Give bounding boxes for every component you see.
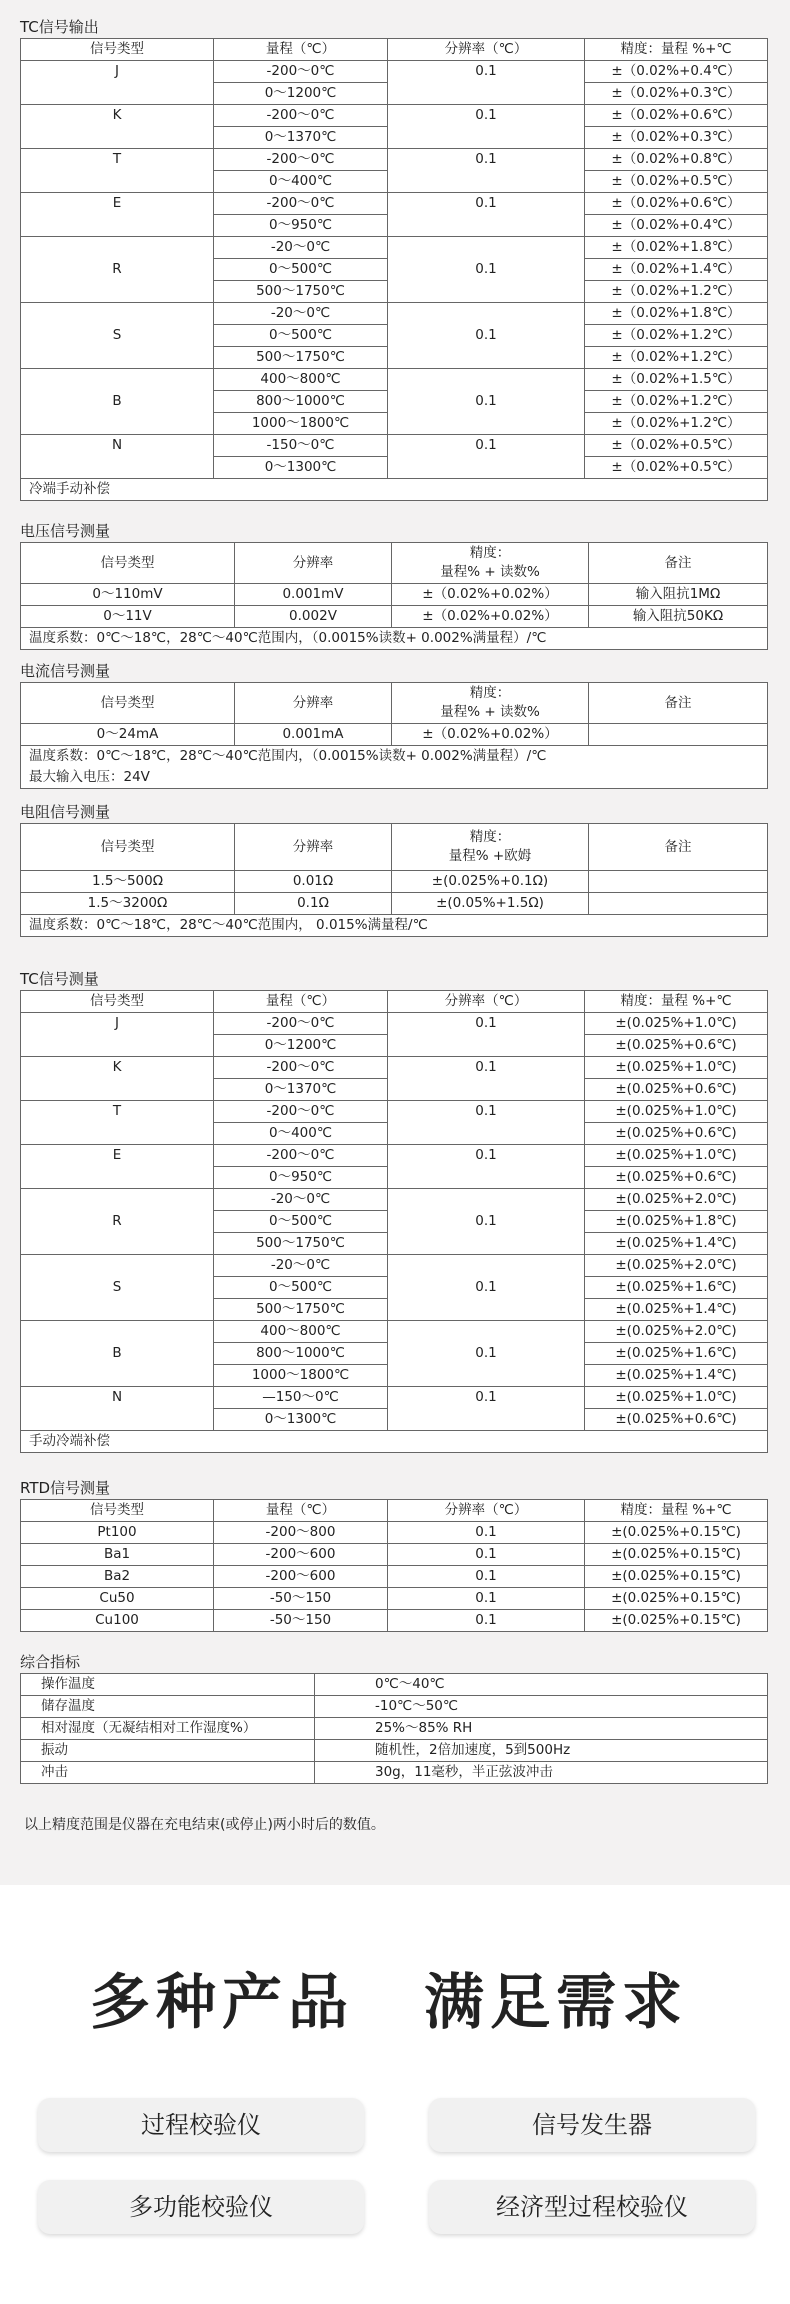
header-cell xyxy=(392,683,589,724)
accuracy-cell: ±(0.025%+1.4℃) xyxy=(585,1299,768,1321)
accuracy-cell: ±（0.02%+1.2℃） xyxy=(585,325,768,347)
table-cell: ±（0.02%+0.02%） xyxy=(392,606,589,628)
table-row xyxy=(21,1522,768,1544)
range-cell: 0～400℃ xyxy=(214,171,388,193)
spec-value: 0℃～40℃ xyxy=(315,1674,768,1696)
range-cell: 800～1000℃ xyxy=(214,1343,388,1365)
accuracy-cell: ±（0.02%+0.5℃） xyxy=(585,457,768,479)
accuracy-cell: ±(0.025%+1.0℃) xyxy=(585,1145,768,1167)
table-cell: ±(0.025%+0.15℃) xyxy=(585,1610,768,1632)
table-row xyxy=(21,1189,768,1211)
resolution-cell: 0.1 xyxy=(388,237,585,303)
header-cell: 信号类型 xyxy=(21,824,235,871)
table-cell: 0.1 xyxy=(388,1588,585,1610)
range-cell: 0～950℃ xyxy=(214,1167,388,1189)
table-row xyxy=(21,1696,768,1718)
accuracy-cell: ±（0.02%+0.5℃） xyxy=(585,171,768,193)
range-cell: 1000～1800℃ xyxy=(214,413,388,435)
header-cell: 信号类型 xyxy=(21,39,214,61)
table-cell: -200～800 xyxy=(214,1522,388,1544)
accuracy-cell: ±(0.025%+0.6℃) xyxy=(585,1035,768,1057)
table-cell: 0.1 xyxy=(388,1522,585,1544)
table-row xyxy=(21,1321,768,1343)
signal-type-cell: R xyxy=(21,237,214,303)
range-cell: -20～0℃ xyxy=(214,1189,388,1211)
tc-measure-body xyxy=(21,991,768,1453)
range-cell: -20～0℃ xyxy=(214,303,388,325)
spec-label: 冲击 xyxy=(21,1762,315,1784)
header-cell: 分辨率（℃） xyxy=(388,1500,585,1522)
accuracy-cell: ±(0.025%+1.0℃) xyxy=(585,1387,768,1409)
range-cell: 0～400℃ xyxy=(214,1123,388,1145)
spec-label: 操作温度 xyxy=(21,1674,315,1696)
note-cell: 温度系数：0℃～18℃，28℃～40℃范围内，（0.0015%读数+ 0.002%满量程）/℃ xyxy=(21,628,768,650)
general-title: 综合指标 xyxy=(20,1653,81,1671)
table-cell: ±（0.02%+0.02%） xyxy=(392,724,589,746)
table-cell: 0～110mV xyxy=(21,584,235,606)
voltage-section xyxy=(20,522,767,650)
accuracy-footnote: 以上精度范围是仪器在充电结束(或停止)两小时后的数值。 xyxy=(24,1817,385,1833)
range-cell: 0～1370℃ xyxy=(214,1079,388,1101)
table-cell: 0～24mA xyxy=(21,724,235,746)
table-cell: 0～11V xyxy=(21,606,235,628)
table-cell: -50～150 xyxy=(214,1610,388,1632)
header-cell: 分辨率 xyxy=(235,824,392,871)
table-row xyxy=(21,1013,768,1035)
table-cell: 输入阻抗50KΩ xyxy=(589,606,768,628)
general-section xyxy=(20,1653,767,1784)
resolution-cell: 0.1 xyxy=(388,1101,585,1145)
table-cell: 0.001mA xyxy=(235,724,392,746)
table-cell: Cu50 xyxy=(21,1588,214,1610)
table-cell: Ba2 xyxy=(21,1566,214,1588)
header-cell: 信号类型 xyxy=(21,1500,214,1522)
table-row xyxy=(21,1544,768,1566)
range-cell: 0～1300℃ xyxy=(214,1409,388,1431)
resolution-cell: 0.1 xyxy=(388,435,585,479)
accuracy-cell: ±（0.02%+0.6℃） xyxy=(585,193,768,215)
table-cell: 0.1 xyxy=(388,1544,585,1566)
resistance-table xyxy=(20,823,768,937)
header-cell: 备注 xyxy=(589,683,768,724)
resolution-cell: 0.1 xyxy=(388,303,585,369)
spec-label: 相对湿度（无凝结相对工作湿度%） xyxy=(21,1718,315,1740)
accuracy-cell: ±（0.02%+1.2℃） xyxy=(585,391,768,413)
accuracy-cell: ±（0.02%+1.2℃） xyxy=(585,347,768,369)
table-cell: 1.5～500Ω xyxy=(21,871,235,893)
accuracy-cell: ±（0.02%+0.4℃） xyxy=(585,61,768,83)
accuracy-cell: ±（0.02%+0.6℃） xyxy=(585,105,768,127)
accuracy-cell: ±(0.025%+1.8℃) xyxy=(585,1211,768,1233)
header-cell: 量程（℃） xyxy=(214,991,388,1013)
table-row xyxy=(21,606,768,628)
resolution-cell: 0.1 xyxy=(388,1013,585,1057)
accuracy-cell: ±(0.025%+2.0℃) xyxy=(585,1255,768,1277)
range-cell: 500～1750℃ xyxy=(214,1233,388,1255)
accuracy-cell: ±(0.025%+0.6℃) xyxy=(585,1409,768,1431)
table-cell: -50～150 xyxy=(214,1588,388,1610)
spec-value: 25%～85% RH xyxy=(315,1718,768,1740)
table-cell: -200～600 xyxy=(214,1544,388,1566)
header-line: 精度： xyxy=(469,545,511,561)
accuracy-cell: ±（0.02%+1.2℃） xyxy=(585,281,768,303)
range-cell: 0～500℃ xyxy=(214,1277,388,1299)
range-cell: 0～500℃ xyxy=(214,259,388,281)
range-cell: 0～500℃ xyxy=(214,325,388,347)
accuracy-cell: ±（0.02%+0.4℃） xyxy=(585,215,768,237)
table-row xyxy=(21,1101,768,1123)
table-row xyxy=(21,1718,768,1740)
range-cell: 400～800℃ xyxy=(214,1321,388,1343)
header-line: 精度： xyxy=(469,685,511,701)
rtd-title: RTD信号测量 xyxy=(20,1479,111,1497)
signal-type-cell: K xyxy=(21,1057,214,1101)
table-cell: Pt100 xyxy=(21,1522,214,1544)
note-row xyxy=(21,746,768,768)
table-row xyxy=(21,369,768,391)
table-header-row xyxy=(21,543,768,584)
table-cell: Ba1 xyxy=(21,1544,214,1566)
accuracy-cell: ±(0.025%+1.6℃) xyxy=(585,1277,768,1299)
table-row xyxy=(21,61,768,83)
table-row xyxy=(21,193,768,215)
range-cell: —150～0℃ xyxy=(214,1387,388,1409)
range-cell: 800～1000℃ xyxy=(214,391,388,413)
range-cell: 400～800℃ xyxy=(214,369,388,391)
signal-type-cell: N xyxy=(21,1387,214,1431)
product-button-economy-process-calibrator[interactable]: 经济型过程校验仪 xyxy=(429,2180,755,2234)
header-cell xyxy=(392,543,589,584)
table-row xyxy=(21,237,768,259)
range-cell: 0～500℃ xyxy=(214,1211,388,1233)
resolution-cell: 0.1 xyxy=(388,193,585,237)
table-header-row xyxy=(21,683,768,724)
spec-label: 储存温度 xyxy=(21,1696,315,1718)
header-cell: 精度：量程 %+℃ xyxy=(585,39,768,61)
current-title: 电流信号测量 xyxy=(20,662,111,680)
accuracy-cell: ±（0.02%+1.8℃） xyxy=(585,237,768,259)
header-cell: 备注 xyxy=(589,543,768,584)
header-cell: 分辨率 xyxy=(235,683,392,724)
header-cell: 精度：量程 %+℃ xyxy=(585,991,768,1013)
resolution-cell: 0.1 xyxy=(388,1255,585,1321)
table-row xyxy=(21,1057,768,1079)
signal-type-cell: N xyxy=(21,435,214,479)
header-cell: 分辨率 xyxy=(235,543,392,584)
table-row xyxy=(21,871,768,893)
table-row xyxy=(21,1588,768,1610)
table-cell: ±(0.025%+0.1Ω) xyxy=(392,871,589,893)
signal-type-cell: T xyxy=(21,149,214,193)
table-row xyxy=(21,1255,768,1277)
range-cell: -200～0℃ xyxy=(214,149,388,171)
table-row xyxy=(21,584,768,606)
table-header-row xyxy=(21,39,768,61)
table-row xyxy=(21,435,768,457)
accuracy-cell: ±(0.025%+1.0℃) xyxy=(585,1057,768,1079)
resolution-cell: 0.1 xyxy=(388,1145,585,1189)
accuracy-cell: ±(0.025%+0.6℃) xyxy=(585,1079,768,1101)
footer-row xyxy=(21,1431,768,1453)
slogan-right: 满足需求 xyxy=(424,1968,688,2038)
footer-row xyxy=(21,479,768,501)
table-row xyxy=(21,1610,768,1632)
table-cell: -200～600 xyxy=(214,1566,388,1588)
general-table xyxy=(20,1673,768,1784)
resistance-section xyxy=(20,803,767,937)
header-cell: 信号类型 xyxy=(21,543,235,584)
tc-output-body xyxy=(21,39,768,501)
table-cell: ±(0.025%+0.15℃) xyxy=(585,1588,768,1610)
range-cell: 0～1370℃ xyxy=(214,127,388,149)
tc-output-section xyxy=(20,18,767,501)
range-cell: -200～0℃ xyxy=(214,61,388,83)
accuracy-cell: ±（0.02%+0.5℃） xyxy=(585,435,768,457)
accuracy-cell: ±（0.02%+0.3℃） xyxy=(585,83,768,105)
tc-output-title: TC信号输出 xyxy=(20,18,99,36)
note-cell: 最大输入电压：24V xyxy=(21,767,768,789)
range-cell: -150～0℃ xyxy=(214,435,388,457)
resolution-cell: 0.1 xyxy=(388,1387,585,1431)
tc-measure-title: TC信号测量 xyxy=(20,970,99,988)
rtd-table xyxy=(20,1499,768,1632)
header-cell: 量程（℃） xyxy=(214,1500,388,1522)
signal-type-cell: B xyxy=(21,369,214,435)
range-cell: 500～1750℃ xyxy=(214,1299,388,1321)
promo-section xyxy=(0,1885,790,2304)
range-cell: 0～950℃ xyxy=(214,215,388,237)
table-cell: 0.1 xyxy=(388,1566,585,1588)
table-cell: ±(0.025%+0.15℃) xyxy=(585,1566,768,1588)
note-row xyxy=(21,628,768,650)
range-cell: -200～0℃ xyxy=(214,1057,388,1079)
signal-type-cell: R xyxy=(21,1189,214,1255)
header-line: 量程% + 读数% xyxy=(440,564,540,580)
table-cell: 输入阻抗1MΩ xyxy=(589,584,768,606)
table-cell xyxy=(589,871,768,893)
header-line: 量程% + 读数% xyxy=(440,704,540,720)
tc-measure-table xyxy=(20,990,768,1453)
table-row xyxy=(21,893,768,915)
accuracy-cell: ±(0.025%+0.6℃) xyxy=(585,1123,768,1145)
range-cell: -200～0℃ xyxy=(214,193,388,215)
table-cell: 0.01Ω xyxy=(235,871,392,893)
table-cell: ±（0.02%+0.02%） xyxy=(392,584,589,606)
spec-value: -10℃～50℃ xyxy=(315,1696,768,1718)
header-line: 量程% +欧姆 xyxy=(448,848,532,864)
header-cell: 信号类型 xyxy=(21,683,235,724)
accuracy-cell: ±（0.02%+1.5℃） xyxy=(585,369,768,391)
table-cell: 0.1 xyxy=(388,1610,585,1632)
signal-type-cell: B xyxy=(21,1321,214,1387)
table-row xyxy=(21,1762,768,1784)
product-button-multifunction-calibrator[interactable]: 多功能校验仪 xyxy=(38,2180,364,2234)
header-cell: 精度：量程 %+℃ xyxy=(585,1500,768,1522)
table-header-row xyxy=(21,991,768,1013)
promo-slogan xyxy=(90,1955,688,2041)
table-cell: Cu100 xyxy=(21,1610,214,1632)
range-cell: 0～1300℃ xyxy=(214,457,388,479)
accuracy-cell: ±（0.02%+1.2℃） xyxy=(585,413,768,435)
table-cell: 1.5～3200Ω xyxy=(21,893,235,915)
note-row xyxy=(21,915,768,937)
header-cell: 分辨率（℃） xyxy=(388,991,585,1013)
resolution-cell: 0.1 xyxy=(388,149,585,193)
spec-label: 振动 xyxy=(21,1740,315,1762)
range-cell: 500～1750℃ xyxy=(214,281,388,303)
table-header-row xyxy=(21,1500,768,1522)
range-cell: 1000～1800℃ xyxy=(214,1365,388,1387)
header-cell: 量程（℃） xyxy=(214,39,388,61)
signal-type-cell: S xyxy=(21,1255,214,1321)
table-cell: 0.1Ω xyxy=(235,893,392,915)
table-row xyxy=(21,1740,768,1762)
accuracy-cell: ±(0.025%+1.6℃) xyxy=(585,1343,768,1365)
signal-type-cell: K xyxy=(21,105,214,149)
accuracy-cell: ±(0.025%+1.4℃) xyxy=(585,1365,768,1387)
table-row xyxy=(21,1145,768,1167)
note-row xyxy=(21,767,768,789)
range-cell: 0～1200℃ xyxy=(214,83,388,105)
accuracy-cell: ±(0.025%+1.4℃) xyxy=(585,1233,768,1255)
accuracy-cell: ±（0.02%+1.8℃） xyxy=(585,303,768,325)
note-cell: 温度系数：0℃～18℃，28℃～40℃范围内，（0.0015%读数+ 0.002%满量程）/℃ xyxy=(21,746,768,768)
resolution-cell: 0.1 xyxy=(388,369,585,435)
resolution-cell: 0.1 xyxy=(388,105,585,149)
resistance-title: 电阻信号测量 xyxy=(20,803,111,821)
accuracy-cell: ±（0.02%+0.8℃） xyxy=(585,149,768,171)
current-table xyxy=(20,682,768,789)
accuracy-cell: ±(0.025%+2.0℃) xyxy=(585,1321,768,1343)
note-cell: 温度系数：0℃～18℃，28℃～40℃范围内， 0.015%满量程/℃ xyxy=(21,915,768,937)
table-row xyxy=(21,1674,768,1696)
table-cell: ±(0.05%+1.5Ω) xyxy=(392,893,589,915)
range-cell: -200～0℃ xyxy=(214,105,388,127)
product-button-signal-generator[interactable]: 信号发生器 xyxy=(429,2098,755,2152)
header-cell xyxy=(392,824,589,871)
table-header-row xyxy=(21,824,768,871)
resolution-cell: 0.1 xyxy=(388,1057,585,1101)
resolution-cell: 0.1 xyxy=(388,1321,585,1387)
range-cell: -20～0℃ xyxy=(214,1255,388,1277)
product-button-process-calibrator[interactable]: 过程校验仪 xyxy=(38,2098,364,2152)
accuracy-cell: ±（0.02%+1.4℃） xyxy=(585,259,768,281)
signal-type-cell: S xyxy=(21,303,214,369)
spec-value: 30g，11毫秒，半正弦波冲击 xyxy=(315,1762,768,1784)
range-cell: -200～0℃ xyxy=(214,1145,388,1167)
range-cell: 500～1750℃ xyxy=(214,347,388,369)
range-cell: -200～0℃ xyxy=(214,1013,388,1035)
accuracy-cell: ±(0.025%+1.0℃) xyxy=(585,1013,768,1035)
table-cell xyxy=(589,893,768,915)
current-section xyxy=(20,662,767,789)
table-row xyxy=(21,303,768,325)
spec-value: 随机性，2倍加速度，5到500Hz xyxy=(315,1740,768,1762)
table-cell: ±(0.025%+0.15℃) xyxy=(585,1522,768,1544)
table-row xyxy=(21,1387,768,1409)
voltage-title: 电压信号测量 xyxy=(20,522,111,540)
table-cell: 0.001mV xyxy=(235,584,392,606)
resolution-cell: 0.1 xyxy=(388,1189,585,1255)
table-row xyxy=(21,724,768,746)
accuracy-cell: ±(0.025%+0.6℃) xyxy=(585,1167,768,1189)
range-cell: 0～1200℃ xyxy=(214,1035,388,1057)
signal-type-cell: J xyxy=(21,1013,214,1057)
table-cell: 0.002V xyxy=(235,606,392,628)
table-cell: ±(0.025%+0.15℃) xyxy=(585,1544,768,1566)
header-cell: 备注 xyxy=(589,824,768,871)
accuracy-cell: ±(0.025%+1.0℃) xyxy=(585,1101,768,1123)
signal-type-cell: T xyxy=(21,1101,214,1145)
tc-output-table xyxy=(20,38,768,501)
signal-type-cell: E xyxy=(21,1145,214,1189)
signal-type-cell: E xyxy=(21,193,214,237)
voltage-table xyxy=(20,542,768,650)
table-row xyxy=(21,1566,768,1588)
rtd-section xyxy=(20,1479,767,1632)
accuracy-cell: ±(0.025%+2.0℃) xyxy=(585,1189,768,1211)
range-cell: -200～0℃ xyxy=(214,1101,388,1123)
table-row xyxy=(21,105,768,127)
header-cell: 信号类型 xyxy=(21,991,214,1013)
table-row xyxy=(21,149,768,171)
resolution-cell: 0.1 xyxy=(388,61,585,105)
accuracy-cell: ±（0.02%+0.3℃） xyxy=(585,127,768,149)
signal-type-cell: J xyxy=(21,61,214,105)
header-line: 精度： xyxy=(469,829,511,845)
footer-cell: 冷端手动补偿 xyxy=(21,479,768,501)
table-cell xyxy=(589,724,768,746)
footer-cell: 手动冷端补偿 xyxy=(21,1431,768,1453)
tc-measure-section xyxy=(20,970,767,1453)
slogan-left: 多种产品 xyxy=(90,1968,354,2038)
header-cell: 分辨率（℃） xyxy=(388,39,585,61)
range-cell: -20～0℃ xyxy=(214,237,388,259)
